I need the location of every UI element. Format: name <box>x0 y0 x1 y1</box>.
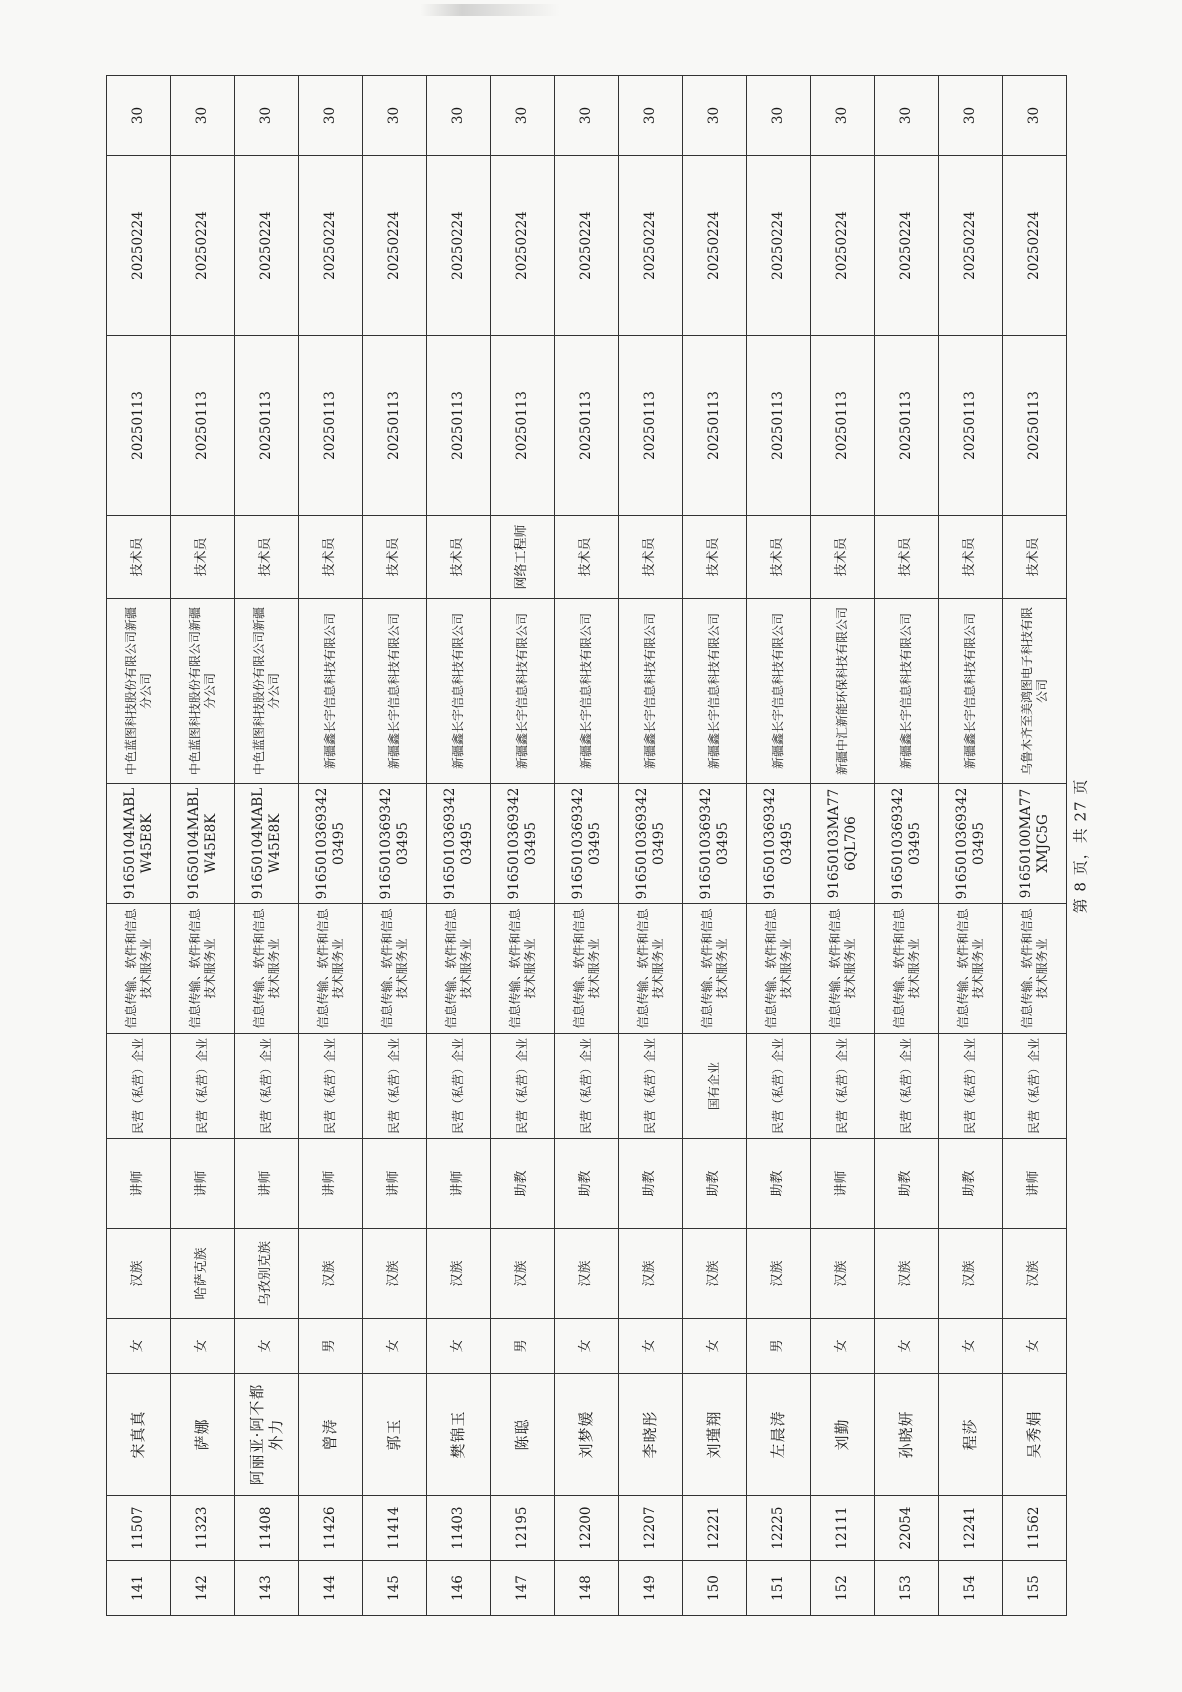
cell-days: 30 <box>427 76 491 156</box>
cell-gender: 女 <box>1003 1319 1067 1374</box>
cell-company: 新疆鑫长宇信息科技有限公司 <box>939 599 1003 784</box>
cell-name: 陈聪 <box>491 1374 555 1496</box>
cell-id: 11403 <box>427 1496 491 1561</box>
cell-title: 助教 <box>555 1139 619 1229</box>
cell-end-date: 20250224 <box>747 156 811 336</box>
cell-gender: 女 <box>811 1319 875 1374</box>
cell-id: 12225 <box>747 1496 811 1561</box>
table-row <box>171 76 235 1616</box>
cell-start-date: 20250113 <box>363 336 427 516</box>
cell-unit-type: 民营（私营）企业 <box>875 1034 939 1139</box>
table-row <box>299 76 363 1616</box>
cell-unit-type: 民营（私营）企业 <box>811 1034 875 1139</box>
cell-name: 刘勤 <box>811 1374 875 1496</box>
cell-unit-type: 民营（私营）企业 <box>939 1034 1003 1139</box>
cell-id: 11507 <box>107 1496 171 1561</box>
cell-ethnicity: 哈萨克族 <box>171 1229 235 1319</box>
cell-start-date: 20250113 <box>491 336 555 516</box>
cell-industry: 信息传输、软件和信息技术服务业 <box>491 904 555 1034</box>
cell-id: 12200 <box>555 1496 619 1561</box>
cell-days: 30 <box>107 76 171 156</box>
cell-days: 30 <box>875 76 939 156</box>
cell-company: 乌鲁木齐至美鸿图电子科技有限公司 <box>1003 599 1067 784</box>
cell-days: 30 <box>683 76 747 156</box>
cell-end-date: 20250224 <box>811 156 875 336</box>
cell-seq: 143 <box>235 1561 299 1616</box>
cell-industry: 信息传输、软件和信息技术服务业 <box>875 904 939 1034</box>
cell-start-date: 20250113 <box>875 336 939 516</box>
cell-position: 网络工程师 <box>491 516 555 599</box>
cell-start-date: 20250113 <box>939 336 1003 516</box>
cell-gender: 女 <box>363 1319 427 1374</box>
cell-gender: 女 <box>171 1319 235 1374</box>
cell-position: 技术员 <box>171 516 235 599</box>
cell-unit-type: 民营（私营）企业 <box>235 1034 299 1139</box>
table-row <box>427 76 491 1616</box>
cell-industry: 信息传输、软件和信息技术服务业 <box>427 904 491 1034</box>
cell-seq: 147 <box>491 1561 555 1616</box>
cell-title: 助教 <box>875 1139 939 1229</box>
cell-unit-type: 民营（私营）企业 <box>171 1034 235 1139</box>
cell-company: 新疆鑫长宇信息科技有限公司 <box>299 599 363 784</box>
cell-credit-code: 916501036934203495 <box>619 784 683 904</box>
cell-name: 阿丽亚·阿不都外力 <box>235 1374 299 1496</box>
cell-name: 左晨涛 <box>747 1374 811 1496</box>
cell-position: 技术员 <box>683 516 747 599</box>
cell-credit-code: 916501036934203495 <box>875 784 939 904</box>
cell-name: 孙晓妍 <box>875 1374 939 1496</box>
cell-days: 30 <box>1003 76 1067 156</box>
cell-start-date: 20250113 <box>107 336 171 516</box>
cell-seq: 153 <box>875 1561 939 1616</box>
page-footer: 第 8 页，共 27 页 <box>1071 778 1090 914</box>
cell-end-date: 20250224 <box>875 156 939 336</box>
cell-credit-code: 916501036934203495 <box>299 784 363 904</box>
cell-id: 11408 <box>235 1496 299 1561</box>
cell-name: 宋真真 <box>107 1374 171 1496</box>
cell-industry: 信息传输、软件和信息技术服务业 <box>299 904 363 1034</box>
cell-ethnicity: 汉族 <box>875 1229 939 1319</box>
cell-unit-type: 民营（私营）企业 <box>363 1034 427 1139</box>
cell-position: 技术员 <box>1003 516 1067 599</box>
table-row <box>235 76 299 1616</box>
cell-industry: 信息传输、软件和信息技术服务业 <box>363 904 427 1034</box>
cell-start-date: 20250113 <box>171 336 235 516</box>
cell-credit-code: 916501036934203495 <box>939 784 1003 904</box>
cell-unit-type: 民营（私营）企业 <box>107 1034 171 1139</box>
cell-company: 新疆鑫长宇信息科技有限公司 <box>555 599 619 784</box>
cell-days: 30 <box>811 76 875 156</box>
cell-title: 讲师 <box>811 1139 875 1229</box>
cell-end-date: 20250224 <box>363 156 427 336</box>
cell-position: 技术员 <box>747 516 811 599</box>
cell-company: 中色蓝图科技股份有限公司新疆分公司 <box>235 599 299 784</box>
cell-gender: 女 <box>107 1319 171 1374</box>
cell-industry: 信息传输、软件和信息技术服务业 <box>619 904 683 1034</box>
cell-name: 郭玉 <box>363 1374 427 1496</box>
cell-industry: 信息传输、软件和信息技术服务业 <box>1003 904 1067 1034</box>
cell-ethnicity: 汉族 <box>299 1229 363 1319</box>
cell-unit-type: 民营（私营）企业 <box>427 1034 491 1139</box>
cell-credit-code: 916501036934203495 <box>363 784 427 904</box>
cell-seq: 142 <box>171 1561 235 1616</box>
cell-gender: 女 <box>619 1319 683 1374</box>
cell-start-date: 20250113 <box>747 336 811 516</box>
cell-company: 新疆鑫长宇信息科技有限公司 <box>683 599 747 784</box>
cell-position: 技术员 <box>427 516 491 599</box>
cell-position: 技术员 <box>555 516 619 599</box>
scan-artifact <box>420 4 560 16</box>
cell-seq: 146 <box>427 1561 491 1616</box>
cell-name: 李晓彤 <box>619 1374 683 1496</box>
table-row <box>555 76 619 1616</box>
cell-gender: 男 <box>491 1319 555 1374</box>
cell-credit-code: 916501036934203495 <box>427 784 491 904</box>
cell-id: 22054 <box>875 1496 939 1561</box>
cell-ethnicity: 汉族 <box>491 1229 555 1319</box>
cell-unit-type: 民营（私营）企业 <box>747 1034 811 1139</box>
cell-unit-type: 民营（私营）企业 <box>491 1034 555 1139</box>
cell-credit-code: 91650100MA77XMJC5G <box>1003 784 1067 904</box>
cell-end-date: 20250224 <box>939 156 1003 336</box>
cell-seq: 145 <box>363 1561 427 1616</box>
table-row <box>939 76 1003 1616</box>
cell-end-date: 20250224 <box>555 156 619 336</box>
cell-seq: 151 <box>747 1561 811 1616</box>
cell-seq: 148 <box>555 1561 619 1616</box>
cell-start-date: 20250113 <box>299 336 363 516</box>
cell-start-date: 20250113 <box>683 336 747 516</box>
cell-title: 讲师 <box>299 1139 363 1229</box>
cell-ethnicity: 汉族 <box>427 1229 491 1319</box>
cell-gender: 女 <box>555 1319 619 1374</box>
cell-position: 技术员 <box>619 516 683 599</box>
cell-start-date: 20250113 <box>811 336 875 516</box>
cell-days: 30 <box>619 76 683 156</box>
rotated-table-sheet <box>106 76 1076 1616</box>
cell-start-date: 20250113 <box>1003 336 1067 516</box>
cell-id: 11562 <box>1003 1496 1067 1561</box>
cell-id: 12241 <box>939 1496 1003 1561</box>
cell-id: 12111 <box>811 1496 875 1561</box>
cell-title: 讲师 <box>427 1139 491 1229</box>
table-row <box>107 76 171 1616</box>
cell-position: 技术员 <box>235 516 299 599</box>
cell-id: 12221 <box>683 1496 747 1561</box>
cell-company: 新疆鑫长宇信息科技有限公司 <box>363 599 427 784</box>
cell-position: 技术员 <box>299 516 363 599</box>
table-body <box>107 76 1067 1616</box>
cell-company: 新疆鑫长宇信息科技有限公司 <box>491 599 555 784</box>
cell-start-date: 20250113 <box>619 336 683 516</box>
cell-unit-type: 民营（私营）企业 <box>1003 1034 1067 1139</box>
cell-ethnicity: 汉族 <box>619 1229 683 1319</box>
table-row <box>1003 76 1067 1616</box>
cell-industry: 信息传输、软件和信息技术服务业 <box>235 904 299 1034</box>
table-row <box>875 76 939 1616</box>
cell-days: 30 <box>299 76 363 156</box>
cell-days: 30 <box>171 76 235 156</box>
cell-start-date: 20250113 <box>555 336 619 516</box>
cell-days: 30 <box>555 76 619 156</box>
cell-id: 12195 <box>491 1496 555 1561</box>
cell-credit-code: 916501036934203495 <box>747 784 811 904</box>
cell-ethnicity: 汉族 <box>683 1229 747 1319</box>
cell-days: 30 <box>491 76 555 156</box>
cell-credit-code: 916501036934203495 <box>683 784 747 904</box>
cell-industry: 信息传输、软件和信息技术服务业 <box>683 904 747 1034</box>
table-row <box>363 76 427 1616</box>
cell-days: 30 <box>235 76 299 156</box>
cell-days: 30 <box>363 76 427 156</box>
cell-seq: 154 <box>939 1561 1003 1616</box>
cell-gender: 男 <box>747 1319 811 1374</box>
cell-days: 30 <box>939 76 1003 156</box>
cell-company: 新疆鑫长宇信息科技有限公司 <box>747 599 811 784</box>
cell-industry: 信息传输、软件和信息技术服务业 <box>107 904 171 1034</box>
cell-gender: 女 <box>875 1319 939 1374</box>
cell-company: 新疆鑫长宇信息科技有限公司 <box>619 599 683 784</box>
cell-ethnicity: 乌孜别克族 <box>235 1229 299 1319</box>
cell-gender: 女 <box>939 1319 1003 1374</box>
cell-ethnicity: 汉族 <box>363 1229 427 1319</box>
cell-id: 12207 <box>619 1496 683 1561</box>
cell-end-date: 20250224 <box>299 156 363 336</box>
cell-position: 技术员 <box>363 516 427 599</box>
cell-unit-type: 民营（私营）企业 <box>619 1034 683 1139</box>
cell-seq: 155 <box>1003 1561 1067 1616</box>
cell-industry: 信息传输、软件和信息技术服务业 <box>811 904 875 1034</box>
cell-ethnicity: 汉族 <box>107 1229 171 1319</box>
cell-name: 刘梦媛 <box>555 1374 619 1496</box>
cell-ethnicity: 汉族 <box>747 1229 811 1319</box>
cell-title: 助教 <box>939 1139 1003 1229</box>
cell-ethnicity: 汉族 <box>1003 1229 1067 1319</box>
cell-unit-type: 民营（私营）企业 <box>299 1034 363 1139</box>
cell-company: 新疆中汇新能环保科技有限公司 <box>811 599 875 784</box>
cell-ethnicity: 汉族 <box>811 1229 875 1319</box>
cell-credit-code: 91650103MA776QL706 <box>811 784 875 904</box>
cell-title: 讲师 <box>171 1139 235 1229</box>
cell-end-date: 20250224 <box>427 156 491 336</box>
cell-title: 讲师 <box>1003 1139 1067 1229</box>
cell-end-date: 20250224 <box>235 156 299 336</box>
cell-start-date: 20250113 <box>235 336 299 516</box>
cell-unit-type: 国有企业 <box>683 1034 747 1139</box>
cell-title: 助教 <box>491 1139 555 1229</box>
table-row <box>747 76 811 1616</box>
cell-title: 讲师 <box>107 1139 171 1229</box>
cell-name: 樊锦玉 <box>427 1374 491 1496</box>
cell-industry: 信息传输、软件和信息技术服务业 <box>747 904 811 1034</box>
cell-company: 新疆鑫长宇信息科技有限公司 <box>427 599 491 784</box>
cell-title: 讲师 <box>235 1139 299 1229</box>
cell-position: 技术员 <box>875 516 939 599</box>
cell-title: 助教 <box>619 1139 683 1229</box>
table-row <box>811 76 875 1616</box>
cell-title: 讲师 <box>363 1139 427 1229</box>
cell-name: 程莎 <box>939 1374 1003 1496</box>
cell-credit-code: 91650104MABLW45E8K <box>107 784 171 904</box>
personnel-table <box>106 75 1067 1616</box>
cell-position: 技术员 <box>939 516 1003 599</box>
cell-gender: 女 <box>683 1319 747 1374</box>
table-row <box>491 76 555 1616</box>
cell-id: 11323 <box>171 1496 235 1561</box>
cell-position: 技术员 <box>107 516 171 599</box>
cell-end-date: 20250224 <box>171 156 235 336</box>
cell-name: 吴秀娟 <box>1003 1374 1067 1496</box>
cell-industry: 信息传输、软件和信息技术服务业 <box>555 904 619 1034</box>
cell-industry: 信息传输、软件和信息技术服务业 <box>171 904 235 1034</box>
cell-title: 助教 <box>683 1139 747 1229</box>
cell-gender: 女 <box>427 1319 491 1374</box>
cell-seq: 150 <box>683 1561 747 1616</box>
cell-unit-type: 民营（私营）企业 <box>555 1034 619 1139</box>
cell-end-date: 20250224 <box>683 156 747 336</box>
cell-name: 萨娜 <box>171 1374 235 1496</box>
cell-end-date: 20250224 <box>619 156 683 336</box>
cell-company: 中色蓝图科技股份有限公司新疆分公司 <box>107 599 171 784</box>
cell-gender: 女 <box>235 1319 299 1374</box>
table-row <box>683 76 747 1616</box>
cell-position: 技术员 <box>811 516 875 599</box>
cell-ethnicity: 汉族 <box>939 1229 1003 1319</box>
table-row <box>619 76 683 1616</box>
cell-industry: 信息传输、软件和信息技术服务业 <box>939 904 1003 1034</box>
cell-seq: 141 <box>107 1561 171 1616</box>
cell-credit-code: 916501036934203495 <box>491 784 555 904</box>
cell-ethnicity: 汉族 <box>555 1229 619 1319</box>
cell-name: 刘瑾翔 <box>683 1374 747 1496</box>
cell-credit-code: 91650104MABLW45E8K <box>171 784 235 904</box>
cell-name: 曾涛 <box>299 1374 363 1496</box>
cell-seq: 152 <box>811 1561 875 1616</box>
cell-gender: 男 <box>299 1319 363 1374</box>
cell-company: 中色蓝图科技股份有限公司新疆分公司 <box>171 599 235 784</box>
cell-company: 新疆鑫长宇信息科技有限公司 <box>875 599 939 784</box>
cell-start-date: 20250113 <box>427 336 491 516</box>
cell-credit-code: 916501036934203495 <box>555 784 619 904</box>
cell-seq: 149 <box>619 1561 683 1616</box>
cell-end-date: 20250224 <box>1003 156 1067 336</box>
cell-end-date: 20250224 <box>107 156 171 336</box>
cell-title: 助教 <box>747 1139 811 1229</box>
cell-end-date: 20250224 <box>491 156 555 336</box>
cell-id: 11426 <box>299 1496 363 1561</box>
cell-days: 30 <box>747 76 811 156</box>
cell-credit-code: 91650104MABLW45E8K <box>235 784 299 904</box>
cell-id: 11414 <box>363 1496 427 1561</box>
cell-seq: 144 <box>299 1561 363 1616</box>
